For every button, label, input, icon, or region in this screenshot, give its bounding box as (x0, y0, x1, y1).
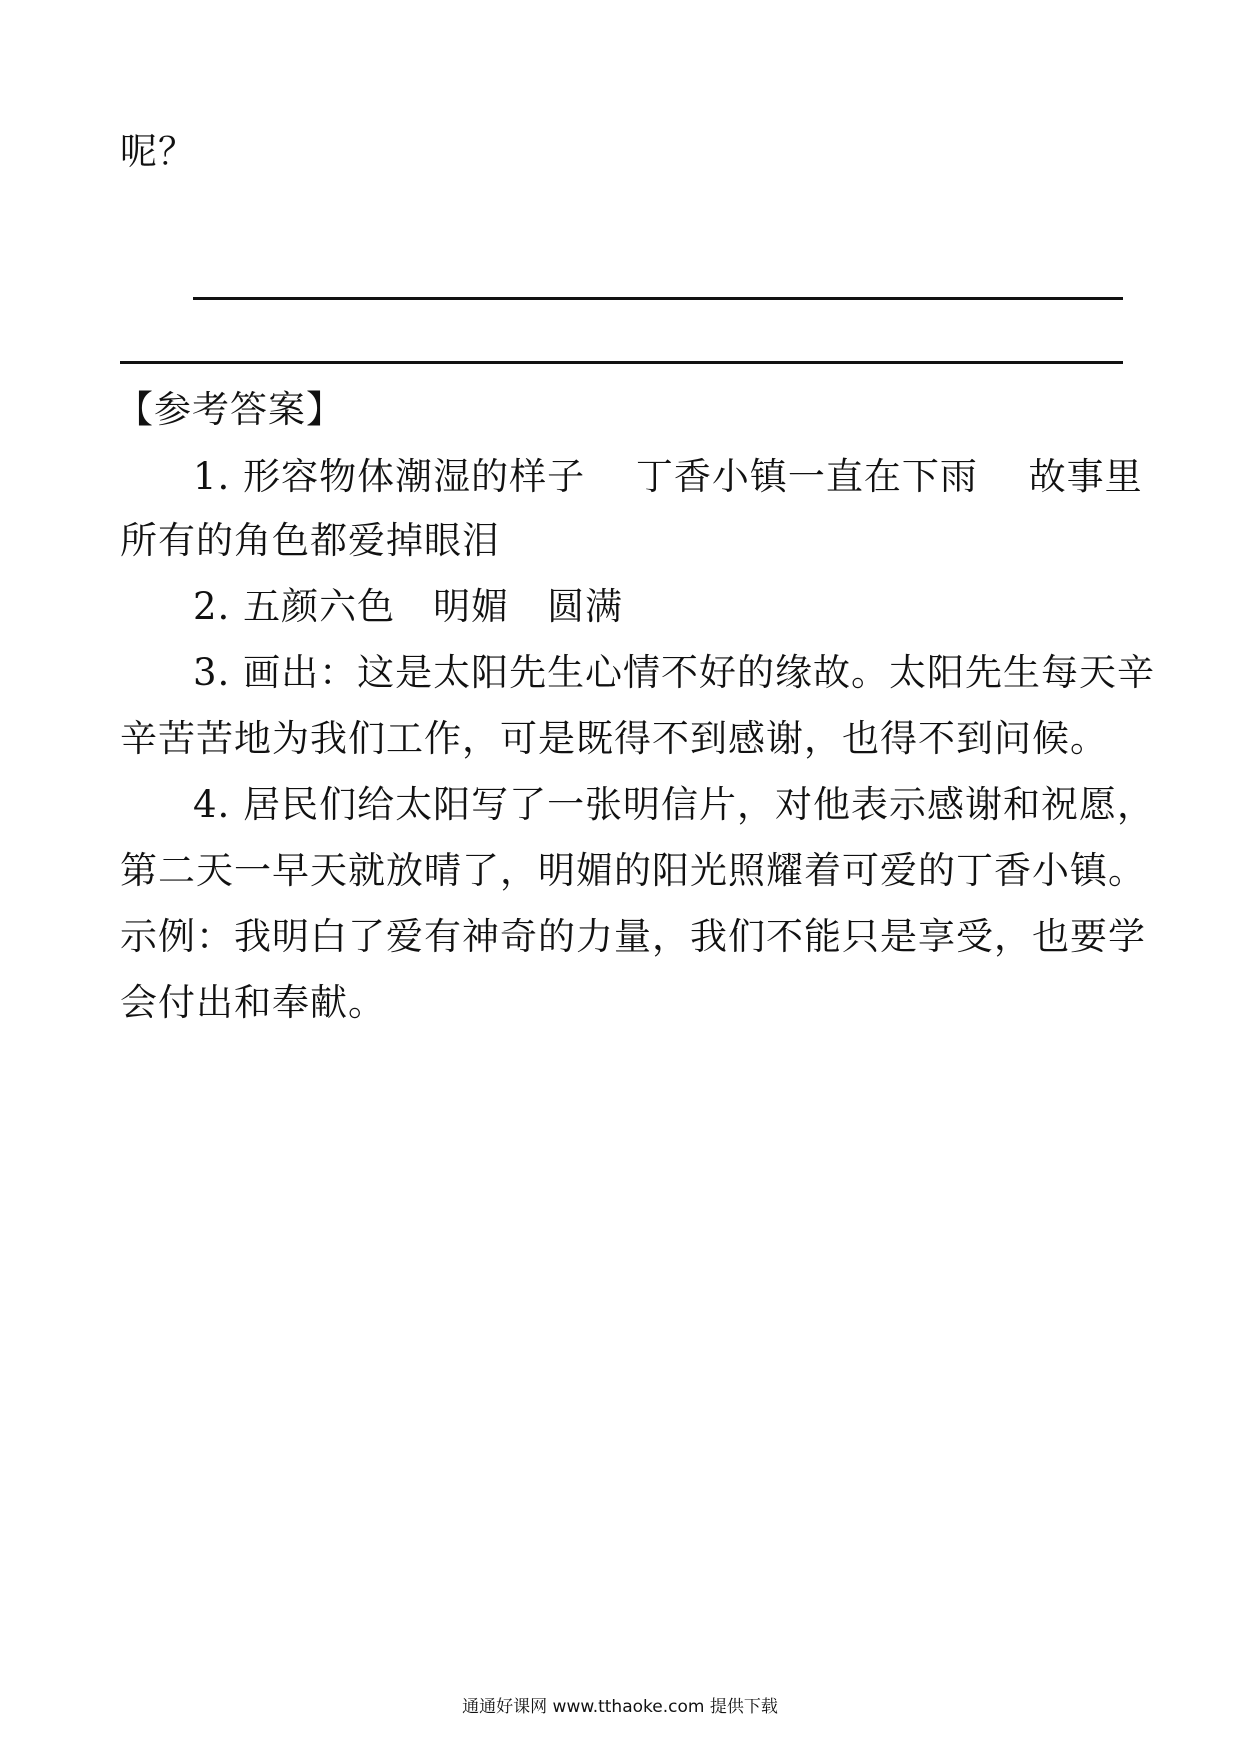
answer-4-line-2: 第二天一早天就放晴了，明媚的阳光照耀着可爱的丁香小镇。 (120, 849, 1146, 892)
answers-heading: 【参考答案】 (116, 388, 344, 431)
answer-2-line-1: 2. 五颜六色 明媚 圆满 (193, 585, 624, 628)
answer-1-line-1: 1. 形容物体潮湿的样子 丁香小镇一直在下雨 故事里 (193, 455, 1143, 498)
answer-line-2 (120, 361, 1123, 364)
answer-3-line-1: 3. 画出：这是太阳先生心情不好的缘故。太阳先生每天辛 (193, 651, 1156, 694)
answer-4-line-3: 示例：我明白了爱有神奇的力量，我们不能只是享受，也要学 (120, 915, 1146, 958)
answer-4-line-1: 4. 居民们给太阳写了一张明信片，对他表示感谢和祝愿， (193, 783, 1156, 826)
answer-1-line-2: 所有的角色都爱掉眼泪 (120, 519, 500, 562)
answer-3-line-2: 辛苦苦地为我们工作，可是既得不到感谢，也得不到问候。 (120, 717, 1108, 760)
page-footer: 通通好课网 www.tthaoke.com 提供下载 (462, 1697, 778, 1717)
answer-line-1 (193, 297, 1123, 300)
question-tail: 呢？ (120, 130, 196, 173)
answer-4-line-4: 会付出和奉献。 (120, 981, 386, 1024)
